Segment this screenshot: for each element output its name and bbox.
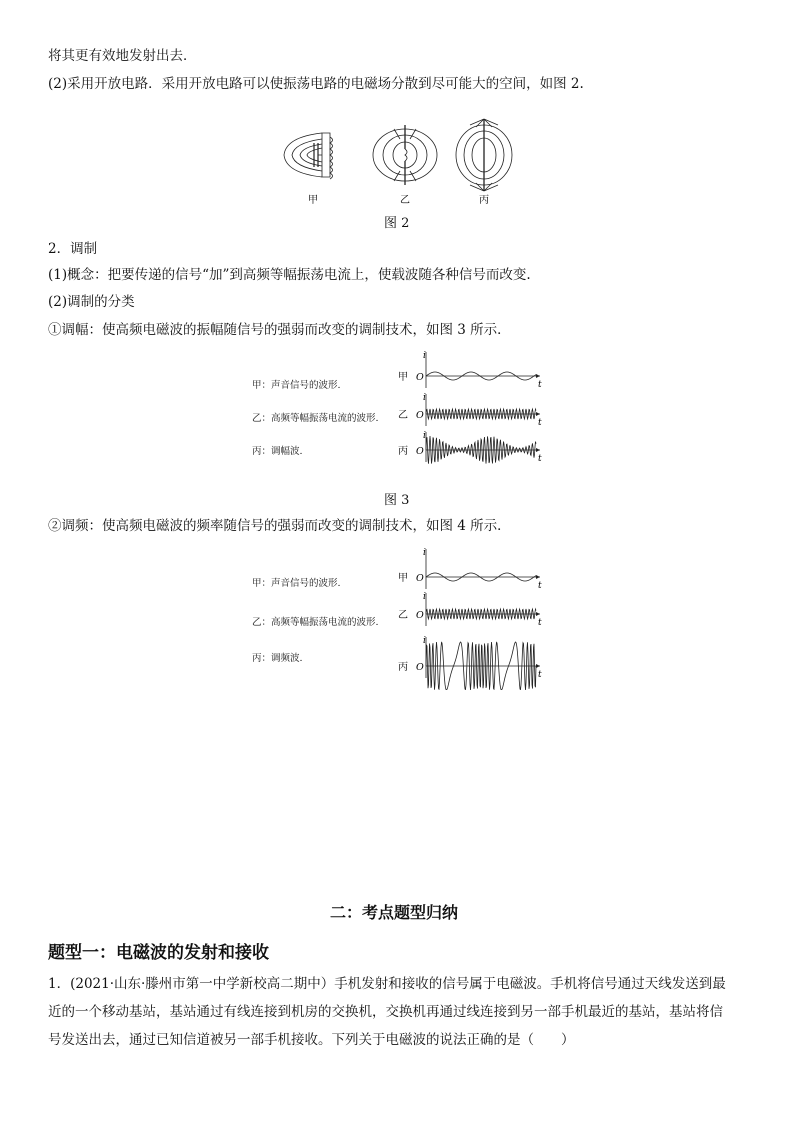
- section-title: 二：考点题型归纳: [330, 903, 459, 922]
- axis-i-label: i: [423, 548, 426, 558]
- paragraph-fm: ②调频：使高频电磁波的频率随信号的强弱而改变的调制技术，如图 4 所示．: [48, 518, 511, 534]
- axis-i-label: i: [423, 636, 426, 646]
- diagram-yi: [373, 125, 437, 185]
- row-label: 丙: [398, 662, 408, 673]
- origin-label: O: [416, 410, 424, 421]
- origin-label: O: [416, 573, 424, 584]
- row-label: 丙: [398, 446, 408, 457]
- axis-t-label: t: [538, 454, 542, 464]
- diagram-jia: [284, 133, 333, 179]
- x-axis-arrow: [536, 374, 540, 378]
- x-axis-arrow: [536, 612, 540, 616]
- figure-2-field-diagram: [270, 115, 530, 210]
- figure-4-fm-waveforms: [398, 545, 548, 690]
- paragraph-open-circuit: (2)采用开放电路．采用开放电路可以使振荡电路的电磁场分散到尽可能大的空间，如图 2.: [48, 76, 584, 92]
- fig4-row-desc-3: 丙：调频波.: [252, 653, 303, 664]
- fig3-row-desc-3: 丙：调幅波.: [252, 446, 303, 457]
- axis-t-label: t: [538, 670, 542, 680]
- x-axis-arrow: [536, 412, 540, 416]
- fig2-label-bing: 丙: [479, 195, 489, 206]
- axis-t-label: t: [538, 618, 542, 628]
- fig2-label-jia: 甲: [308, 195, 318, 206]
- row-label: 甲: [398, 372, 408, 383]
- axis-t-label: t: [538, 581, 542, 591]
- fig4-row-desc-1: 甲：声音信号的波形.: [252, 578, 341, 589]
- question-type-1-title: 题型一：电磁波的发射和接收: [48, 943, 269, 963]
- paragraph-classification: (2)调制的分类: [48, 294, 135, 310]
- x-axis-arrow: [536, 664, 540, 668]
- fig4-row-desc-2: 乙：高频等幅振荡电流的波形.: [252, 617, 379, 628]
- fig3-row-desc-2: 乙：高频等幅振荡电流的波形.: [252, 413, 379, 424]
- question-1-line-3: 号发送出去，通过已知信道被另一部手机接收。下列关于电磁波的说法正确的是（ ）: [48, 1032, 575, 1048]
- x-axis-arrow: [536, 575, 540, 579]
- question-1: [48, 970, 748, 1054]
- fig2-label-yi: 乙: [400, 195, 410, 206]
- paragraph-concept: (1)概念：把要传递的信号“加”到高频等幅振荡电流上，使载波随各种信号而改变.: [48, 267, 531, 283]
- row-label: 甲: [398, 573, 408, 584]
- axis-i-label: i: [423, 351, 426, 361]
- figure-3-am-waveforms: [398, 350, 548, 470]
- paragraph-am: ①调幅：使高频电磁波的振幅随信号的强弱而改变的调制技术，如图 3 所示．: [48, 322, 511, 338]
- axis-i-label: i: [423, 431, 426, 441]
- origin-label: O: [416, 662, 424, 673]
- diagram-bing: [456, 119, 512, 191]
- axis-t-label: t: [538, 418, 542, 428]
- figure-3-caption: 图 3: [384, 493, 410, 508]
- question-1-line-2: 近的一个移动基站，基站通过有线连接到机房的交换机，交换机再通过线连接到另一部手机最近的基站，基站将信: [48, 1004, 723, 1020]
- axis-i-label: i: [423, 393, 426, 403]
- paragraph-continued: 将其更有效地发射出去．: [48, 48, 197, 64]
- row-label: 乙: [398, 610, 408, 621]
- origin-label: O: [416, 446, 424, 457]
- question-1-line-1: 1．(2021·山东·滕州市第一中学新校高二期中）手机发射和接收的信号属于电磁波。手机将信号通过天线发送到最: [48, 976, 726, 992]
- figure-2-caption: 图 2: [384, 216, 410, 231]
- section-modulation-title: 2．调制: [48, 241, 98, 257]
- fig3-row-desc-1: 甲：声音信号的波形.: [252, 380, 341, 391]
- axis-t-label: t: [538, 380, 542, 390]
- origin-label: O: [416, 372, 424, 383]
- origin-label: O: [416, 610, 424, 621]
- row-label: 乙: [398, 410, 408, 421]
- axis-i-label: i: [423, 592, 426, 602]
- x-axis-arrow: [536, 448, 540, 452]
